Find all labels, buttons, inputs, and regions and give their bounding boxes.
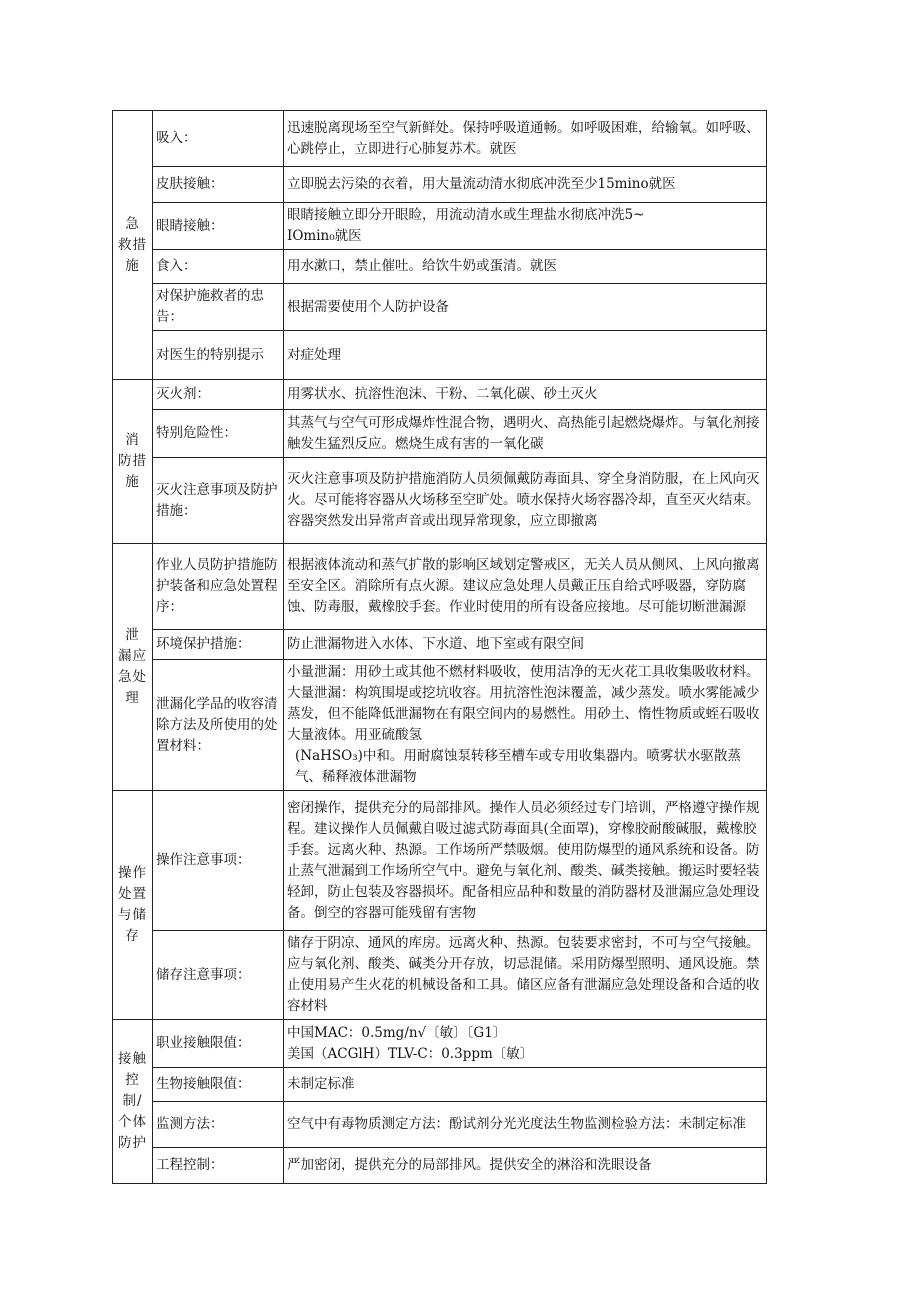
row-label: 灭火注意事项及防护措施： <box>153 458 284 544</box>
section-title-first-aid: 急 救措施 <box>113 111 153 380</box>
row-value: 灭火注意事项及防护措施消防人员须佩戴防毒面具、穿全身消防服，在上风向灭火。尽可能将容器从火场移至空旷处。喷水保持火场容器冷却，直至灭火结束。容器突然发出异常声音或出现异常现象，应立即撤离 <box>284 458 767 544</box>
row-label: 作业人员防护措施防护装备和应急处置程序： <box>153 544 284 630</box>
msds-table <box>112 110 767 1184</box>
table-row <box>113 167 767 203</box>
table-row <box>113 791 767 931</box>
table-row <box>113 284 767 331</box>
row-value: 用水漱口，禁止催吐。给饮牛奶或蛋清。就医 <box>284 250 767 284</box>
row-value: 用雾状水、抗溶性泡沫、干粉、二氧化碳、砂土灭火 <box>284 380 767 410</box>
row-label: 吸入： <box>153 111 284 167</box>
row-value: 迅速脱离现场至空气新鲜处。保持呼吸道通畅。如呼吸困难，给输氧。如呼吸、心跳停止，立即进行心肺复苏术。就医 <box>284 111 767 167</box>
row-label: 监测方法： <box>153 1102 284 1148</box>
table-row <box>113 111 767 167</box>
table-row <box>113 1102 767 1148</box>
row-value: 储存于阴凉、通风的库房。远离火种、热源。包装要求密封，不可与空气接触。应与氧化剂、酸类、碱类分开存放，切忌混储。采用防爆型照明、通风设施。禁止使用易产生火花的机械设备和工具。储区应备有泄漏应急处理设备和合适的收容材料 <box>284 931 767 1020</box>
row-label: 食入： <box>153 250 284 284</box>
row-label: 灭火剂： <box>153 380 284 410</box>
table-row <box>113 250 767 284</box>
table-row <box>113 1148 767 1184</box>
section-title-handling-storage: 操作处置与储存 <box>113 791 153 1020</box>
row-value: 中国MAC：0.5mg/n√〔敏〕〔G1〕 美国（ACGlH）TLV-C：0.3ppm〔敏〕 <box>284 1020 767 1068</box>
section-title-fire-fighting: 消 防措施 <box>113 380 153 544</box>
row-label: 生物接触限值： <box>153 1068 284 1102</box>
row-value: 未制定标准 <box>284 1068 767 1102</box>
row-value: 密闭操作，提供充分的局部排风。操作人员必须经过专门培训，严格遵守操作规程。建议操作人员佩戴自吸过滤式防毒面具(全面罩)，穿橡胶耐酸碱服，戴橡胶手套。远离火种、热源。工作场所严禁吸烟。使用防爆型的通风系统和设备。防止蒸气泄漏到工作场所空气中。避免与氧化剂、酸类、碱类接触。搬运时要轻装轻卸，防止包装及容器损坏。配备相应品种和数量的消防器材及泄漏应急处理设备。倒空的容器可能残留有害物 <box>284 791 767 931</box>
section-title-exposure-control: 接触控制/个体防护 <box>113 1020 153 1184</box>
row-value: 根据液体流动和蒸气扩散的影响区域划定警戒区，无关人员从侧风、上风向撤离至安全区。消除所有点火源。建议应急处理人员戴正压自给式呼吸器，穿防腐蚀、防毒服，戴橡胶手套。作业时使用的所有设备应接地。尽可能切断泄漏源 <box>284 544 767 630</box>
row-label: 泄漏化学品的收容清除方法及所使用的处置材料： <box>153 660 284 791</box>
table-row <box>113 203 767 250</box>
row-label: 皮肤接触： <box>153 167 284 203</box>
row-value: 防止泄漏物进入水体、下水道、地下室或有限空间 <box>284 630 767 660</box>
row-value: 对症处理 <box>284 331 767 380</box>
table-row <box>113 410 767 458</box>
row-value: 立即脱去污染的衣着，用大量流动清水彻底冲洗至少15mino就医 <box>284 167 767 203</box>
row-label: 对保护施救者的忠告： <box>153 284 284 331</box>
table-row <box>113 1020 767 1068</box>
table-row <box>113 630 767 660</box>
row-label: 储存注意事项： <box>153 931 284 1020</box>
row-label: 特别危险性： <box>153 410 284 458</box>
row-label: 工程控制： <box>153 1148 284 1184</box>
row-value: 其蒸气与空气可形成爆炸性混合物，遇明火、高热能引起燃烧爆炸。与氧化剂接触发生猛烈反应。燃烧生成有害的一氧化碳 <box>284 410 767 458</box>
table-row <box>113 544 767 630</box>
table-row <box>113 660 767 791</box>
row-value: 严加密闭，提供充分的局部排风。提供安全的淋浴和洗眼设备 <box>284 1148 767 1184</box>
row-value: 空气中有毒物质测定方法：酚试剂分光光度法生物监测检验方法：未制定标准 <box>284 1102 767 1148</box>
table-row <box>113 458 767 544</box>
row-value: 根据需要使用个人防护设备 <box>284 284 767 331</box>
row-label: 操作注意事项： <box>153 791 284 931</box>
row-value: 小量泄漏：用砂土或其他不燃材料吸收，使用洁净的无火花工具收集吸收材料。大量泄漏：构筑围堤或挖坑收容。用抗溶性泡沫覆盖，减少蒸发。喷水雾能减少蒸发，但不能降低泄漏物在有限空间内的易燃性。用砂土、惰性物质或蛭石吸收大量液体。用亚硫酸氢 (NaHSO₃)中和。用耐腐蚀泵转移至槽车或专用收集器内。喷雾状水驱散蒸气、稀释液体泄漏物 <box>284 660 767 791</box>
table-row <box>113 331 767 380</box>
table-row <box>113 380 767 410</box>
row-value: 眼睛接触立即分开眼睑，用流动清水或生理盐水彻底冲洗5~ IOmin₀就医 <box>284 203 767 250</box>
table-row <box>113 931 767 1020</box>
row-label: 环境保护措施： <box>153 630 284 660</box>
table-row <box>113 1068 767 1102</box>
row-label: 职业接触限值： <box>153 1020 284 1068</box>
row-label: 对医生的特别提示 <box>153 331 284 380</box>
section-title-leak-response: 泄 漏应 急处理 <box>113 544 153 791</box>
row-label: 眼睛接触： <box>153 203 284 250</box>
